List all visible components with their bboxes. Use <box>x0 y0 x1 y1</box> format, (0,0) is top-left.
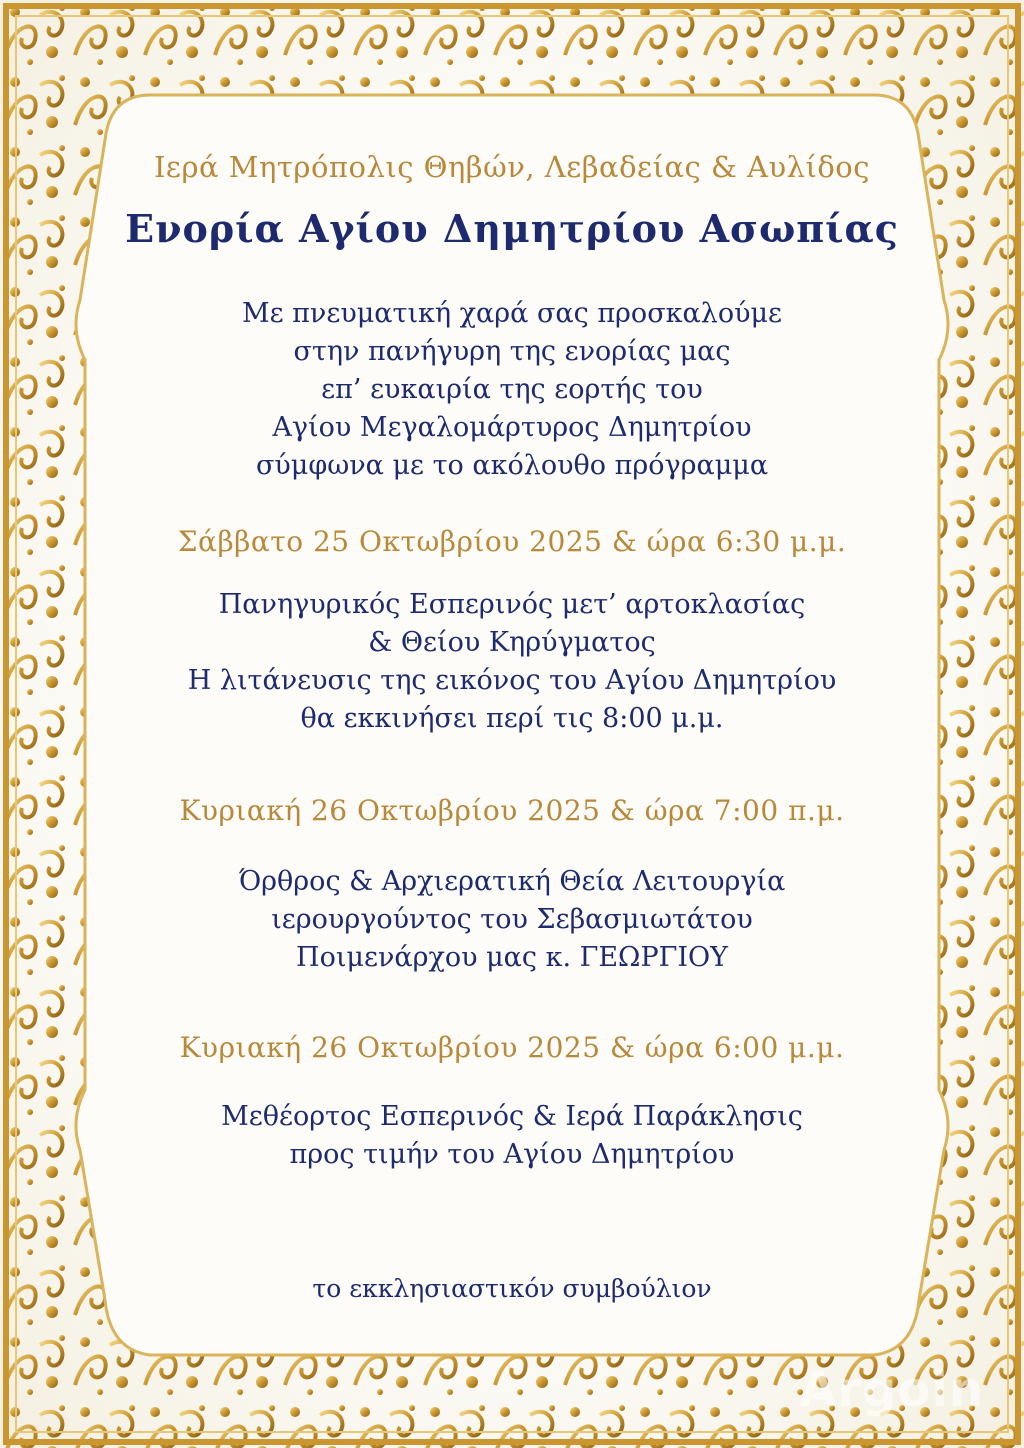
invitation-content <box>100 140 924 1303</box>
intro-line: Αγίου Μεγαλομάρτυρος Δημητρίου <box>272 412 752 443</box>
intro-line: Με πνευματική χαρά σας προσκαλούμε <box>241 298 783 329</box>
event-line: προς τιμήν του Αγίου Δημητρίου <box>289 1139 735 1170</box>
council-signature: το εκκλησιαστικόν συμβούλιον <box>312 1274 712 1303</box>
intro-line: επ’ ευκαιρία της εορτής του <box>321 374 703 405</box>
intro-line: σύμφωνα με το ακόλουθο πρόγραμμα <box>255 450 769 481</box>
intro-line: στην πανήγυρη της ενορίας μας <box>293 336 731 367</box>
parish-title: Ενορία Αγίου Δημητρίου Ασωπίας <box>125 206 899 251</box>
metropolis-heading: Ιερά Μητρόπολις Θηβών, Λεβαδείας & Αυλίδος <box>153 150 871 184</box>
event-1-date: Σάββατο 25 Οκτωβρίου 2025 & ώρα 6:30 μ.μ. <box>177 525 847 558</box>
event-1-description <box>100 586 924 738</box>
watermark: Argoin <box>799 1362 984 1418</box>
event-3-date: Κυριακή 26 Οκτωβρίου 2025 & ώρα 6:00 μ.μ. <box>179 1031 845 1064</box>
event-3-description <box>100 1098 924 1174</box>
event-line: Η λιτάνευσις της εικόνος του Αγίου Δημητρίου <box>187 665 837 696</box>
intro-paragraph <box>100 295 924 485</box>
event-line: Μεθέορτος Εσπερινός & Ιερά Παράκλησις <box>221 1101 803 1132</box>
event-2-date: Κυριακή 26 Οκτωβρίου 2025 & ώρα 7:00 π.μ. <box>179 794 845 827</box>
event-line: Ποιμενάρχου μας κ. ΓΕΩΡΓΙΟΥ <box>296 942 728 973</box>
event-line: Πανηγυρικός Εσπερινός μετ’ αρτοκλασίας <box>218 589 806 620</box>
event-line: ιερουργούντος του Σεβασμιωτάτου <box>271 904 753 935</box>
event-2-description <box>100 863 924 977</box>
event-line: θα εκκινήσει περί τις 8:00 μ.μ. <box>300 703 724 734</box>
event-line: & Θείου Κηρύγματος <box>368 627 656 658</box>
event-line: Όρθρος & Αρχιερατική Θεία Λειτουργία <box>238 866 786 897</box>
